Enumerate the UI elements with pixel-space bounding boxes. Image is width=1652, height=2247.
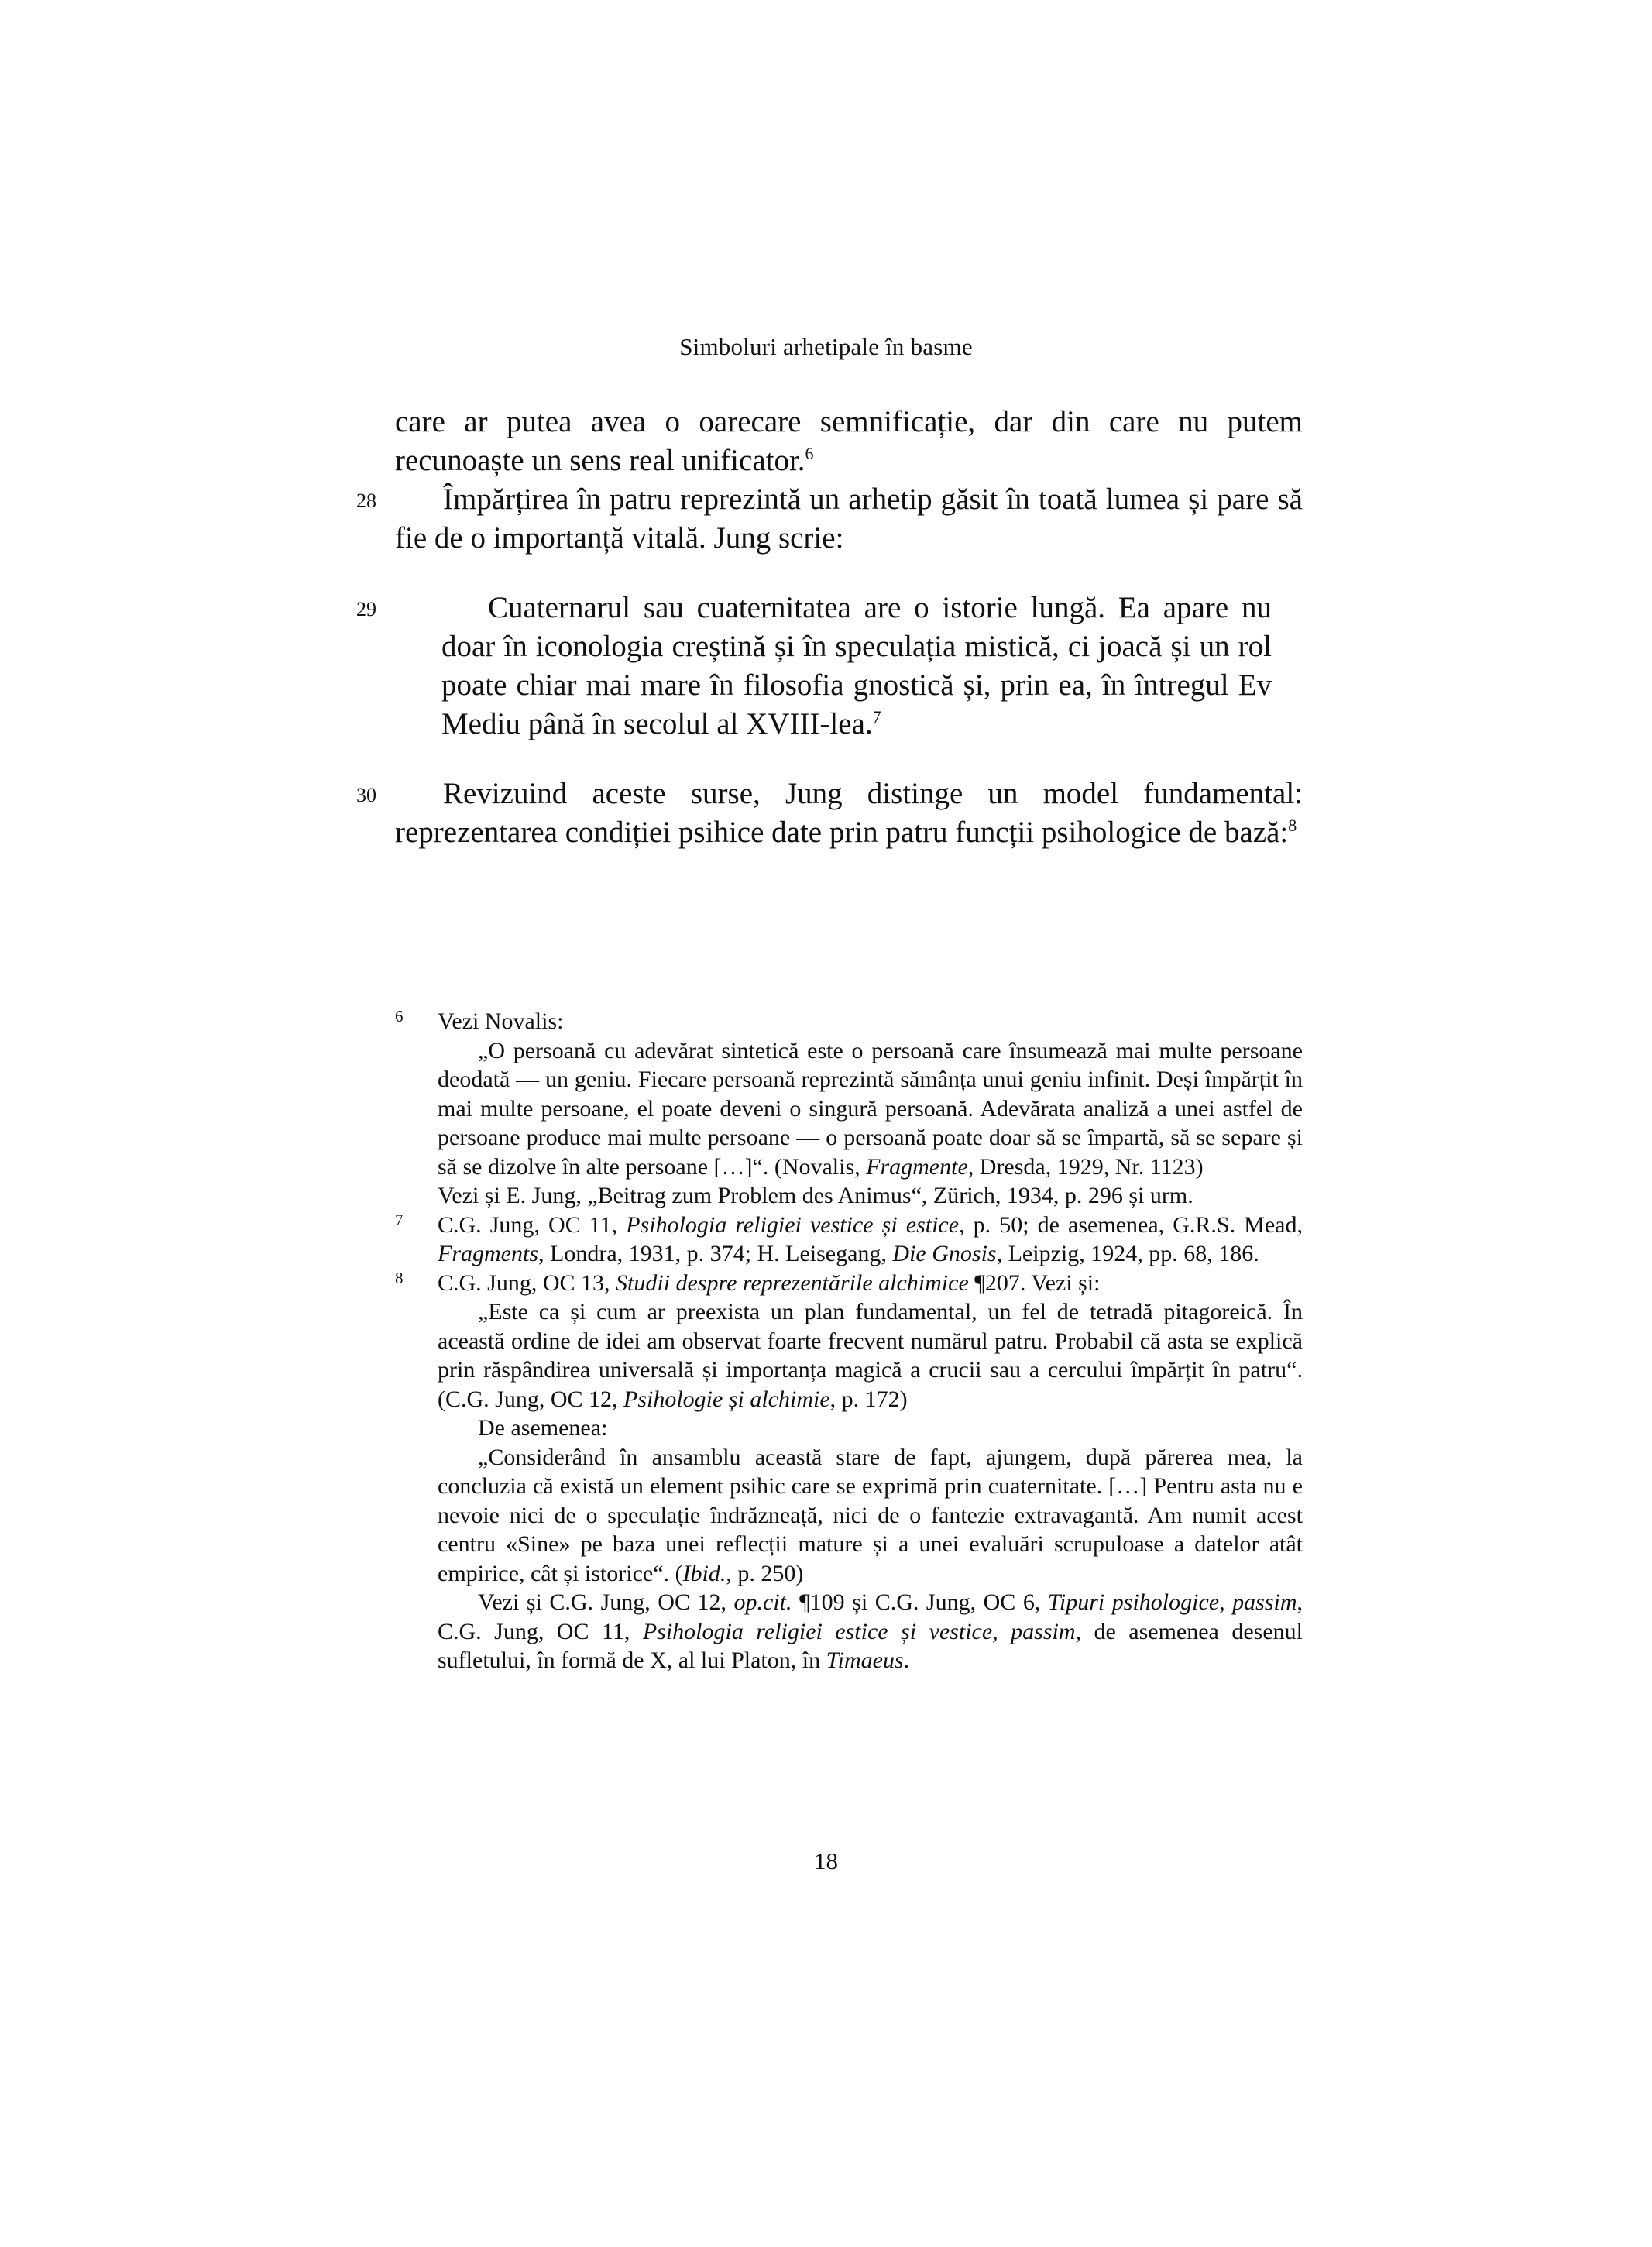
paragraph-number: 30 (356, 784, 376, 806)
book-title: Tipuri psihologice, passim (1047, 1589, 1297, 1615)
paragraph-text: care ar putea avea o oarecare semnificație, dar din care nu putem recunoaște un sens real unificator. (395, 405, 1303, 477)
footnote-ref[interactable]: 6 (805, 444, 814, 463)
paragraph-number: 28 (356, 490, 376, 512)
book-title: Studii despre reprezentările alchimice (616, 1270, 969, 1296)
footnotes (395, 1007, 1303, 1675)
book-title: Psihologie și alchimie (623, 1386, 830, 1412)
footnote-number: 8 (395, 1268, 404, 1287)
footnote-intro: Vezi Novalis: (438, 1008, 564, 1034)
paragraph-30 (356, 775, 1303, 852)
book-title: Psihologia religiei estice și vestice, passim (642, 1618, 1076, 1644)
footnote-quote: „Este ca și cum ar preexista un plan fundamental, un fel de tetradă pitagoreică. În această ordine de idei am observat foarte frecvent numărul patru. Probabil că asta se explică prin răspândirea universală și importanța magică a crucii sau a cercului împărțit în patru“. (C.G. Jung, OC 12, Psihologie și alchimie, p. 172) (438, 1299, 1303, 1412)
paragraph-29-blockquote (356, 589, 1303, 744)
page-number: 18 (814, 1847, 838, 1874)
paragraph-text: Revizuind aceste surse, Jung distinge un model fundamental: reprezentarea condiției psihice date prin patru funcții psihologice de bază: (395, 777, 1303, 849)
quote-text: Cuaternarul sau cuaternitatea are o istorie lungă. Ea apare nu doar în iconologia creștină și în speculația mistică, ci joacă și un rol poate chiar mai mare în filosofia gnostică și, prin ea, în întregul Ev Mediu până în secolul al XVIII-lea. (441, 591, 1272, 740)
continuation-paragraph (395, 403, 1303, 480)
footnote-see-also: Vezi și C.G. Jung, OC 12, op.cit. ¶109 și C.G. Jung, OC 6, Tipuri psihologice, passim, C.G. Jung, OC 11, Psihologia religiei estice și vestice, passim, de asemenea desenul sufletului, în formă de X, al lui Platon, în Timaeus. (438, 1589, 1303, 1673)
paragraph-text: Împărțirea în patru reprezintă un arhetip găsit în toată lumea și pare să fie de o importanță vitală. Jung scrie: (395, 483, 1303, 555)
book-title: Fragmente (866, 1153, 968, 1180)
footnote-8 (395, 1269, 1303, 1675)
footnote-number: 7 (395, 1210, 404, 1229)
book-title: Fragments (438, 1241, 538, 1266)
footnote-also: De asemenea: (478, 1415, 608, 1441)
footnote-6 (395, 1007, 1303, 1211)
footnote-text: C.G. Jung, OC 11, Psihologia religiei vestice și estice, p. 50; de asemenea, G.R.S. Mead, Fragments, Londra, 1931, p. 374; H. Leisegang, Die Gnosis, Leipzig, 1924, pp. 68, 186. (438, 1211, 1303, 1266)
book-title: Psihologia religiei vestice și estice (626, 1211, 960, 1238)
footnote-quote: „O persoană cu adevărat sintetică este o persoană care însumează mai multe persoane deodată — un geniu. Fiecare persoană reprezintă sămânța unui geniu infinit. Deși împărțit în mai multe persoane, el poate deveni o singură persoană. Adevărata analiză a unei astfel de persoane produce mai multe persoane — o persoană poate doar să se împartă, să se separe și să se dizolve în alte persoane […]“. (Novalis, Fragmente, Dresda, 1929, Nr. 1123) (438, 1037, 1303, 1180)
paragraph-28 (356, 480, 1303, 558)
footnote-text: C.G. Jung, OC 13, Studii despre reprezentările alchimice ¶207. Vezi și: (438, 1270, 1101, 1296)
paragraph-number: 29 (356, 598, 376, 620)
footnote-quote: „Considerând în ansamblu această stare de fapt, ajungem, după părerea mea, la concluzia că există un element psihic care se exprimă prin cuaternitate. […] Pentru asta nu e nevoie nici de o speculație îndrăzneață, nici de o fantezie extravagantă. Am numit acest centru «Sine» pe baza unei reflecții mature și a unei evaluări scrupuloase a datelor atât empirice, cât și istorice“. (Ibid., p. 250) (438, 1444, 1303, 1586)
footnote-number: 6 (395, 1007, 404, 1026)
footnote-ref[interactable]: 8 (1288, 816, 1297, 835)
book-title: Timaeus (826, 1647, 904, 1673)
book-title: Die Gnosis (892, 1241, 997, 1266)
main-text (356, 403, 1303, 852)
ibid: Ibid. (682, 1560, 726, 1586)
footnote-ref[interactable]: 7 (872, 707, 881, 727)
block-quote (441, 589, 1272, 744)
footnote-see-also: Vezi și E. Jung, „Beitrag zum Problem des Animus“, Zürich, 1934, p. 296 și urm. (438, 1183, 1193, 1208)
footnote-7 (395, 1211, 1303, 1269)
running-header: Simboluri arhetipale în basme (679, 333, 973, 360)
